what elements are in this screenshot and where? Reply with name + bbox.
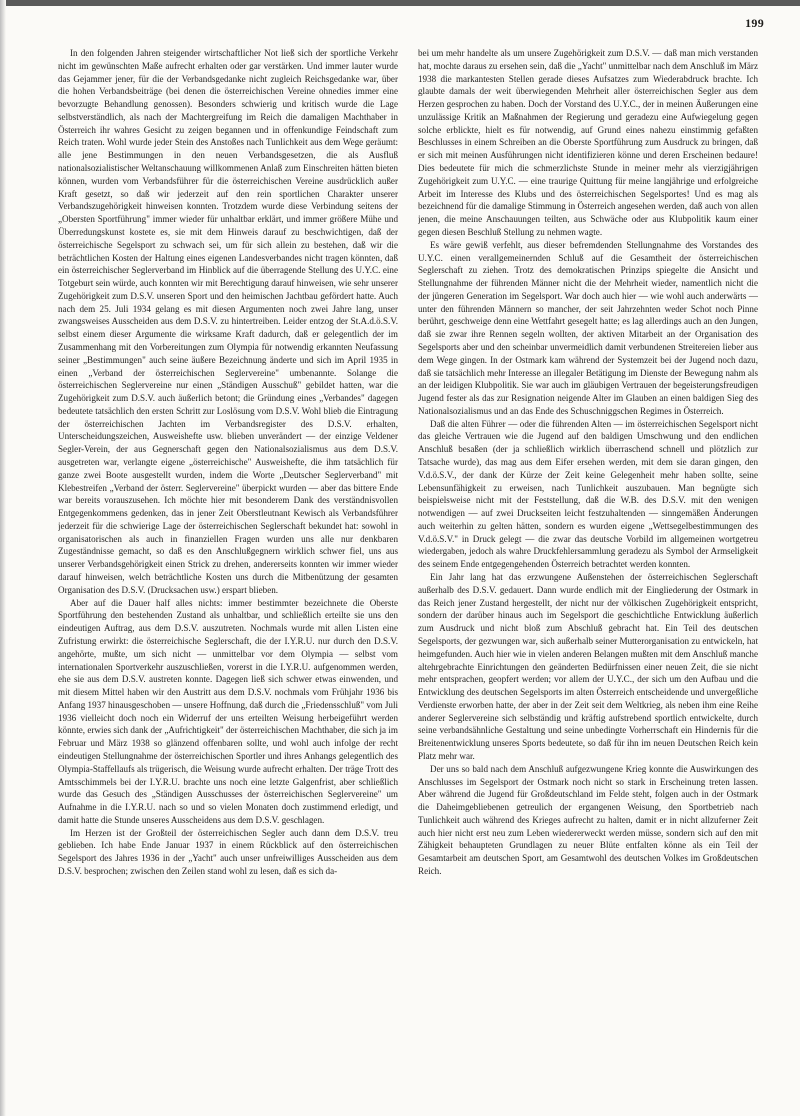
paragraph: Im Herzen ist der Großteil der österreichischen Segler auch dann dem D.S.V. treu geblieben. Ich habe Ende Januar 1937 in einem Rückblick auf den österreichischen Segelsport des Jahres 1936 in der „Yacht" auch unser unfreiwilliges Ausscheiden aus dem D.S.V. besprochen; zwischen den Zeilen stand wohl zu lesen, daß es sich da- (58, 827, 398, 876)
scan-top-shadow (0, 0, 800, 6)
text-columns (58, 47, 758, 1097)
left-column (58, 47, 398, 1097)
paragraph: Aber auf die Dauer half alles nichts: immer bestimmter bezeichnete die Oberste Sportführung den bestehenden Zustand als unhaltbar, und schließlich erteilte sie uns den eindeutigen Auftrag, aus dem D.S.V. auszutreten. Nochmals wurde mit allen Listen eine Zufristung erwirkt: die österreichische Seglerschaft, die der I.Y.R.U. nur durch den D.S.V. angehörte, mußte, um sich nicht — unmittelbar vor dem Olympia — selbst vom internationalen Sportverkehr auszuschließen, vorerst in die I.Y.R.U. aufgenommen werden, ehe sie aus dem D.S.V. austreten konnte. Dagegen ließ sich schwer etwas einwenden, und mit diesem Mittel haben wir den Austritt aus dem D.S.V. nochmals vom Frühjahr 1936 bis Anfang 1937 hinausgeschoben — unsere Hoffnung, daß durch die „Friedensschluß" vom Juli 1936 vielleicht doch noch ein Widerruf der uns erteilten Weisung herbeigeführt werden könnte, erwies sich dank der „Aufrichtigkeit" der österreichischen Machthaber, die sich ja im Februar und März 1938 so glänzend offenbaren sollte, und wohl auch infolge der recht eindeutigen Stellungnahme der österreichischen Sportler und ihres Anhangs gelegentlich des Olympia-Staffellaufs als trügerisch, die Weisung wurde aufrecht erhalten. Der träge Trott des Amtsschimmels bei der I.Y.R.U. brachte uns noch eine letzte Galgenfrist, aber schließlich wurde das Gesuch des „Ständigen Ausschusses der österreichischen Seglervereine" um Aufnahme in die I.Y.R.U. nach so und so vielen Monaten doch zustimmend erledigt, und damit hatte die Stunde unseres Ausscheidens aus dem D.S.V. geschlagen. (58, 597, 398, 825)
right-column (418, 47, 758, 1097)
paragraph: Der uns so bald nach dem Anschluß aufgezwungene Krieg konnte die Auswirkungen des Anschlusses im Segelsport der Ostmark noch nicht so stark in Erscheinung treten lassen. Aber während die Jugend für Großdeutschland im Felde steht, folgen auch in der Ostmark die Daheimgebliebenen getreulich der ergangenen Weisung, den Sportbetrieb nach Tunlichkeit auch während des Krieges aufrecht zu halten, damit er in nicht allzuferner Zeit auch hier nicht erst neu zum Leben wiedererweckt werden müsse, sondern sich auf den mit Zähigkeit behaupteten Grundlagen zu neuer Blüte entfalten könne als ein Teil der Gesamtarbeit am deutschen Sport, am Gesamtwohl des deutschen Volkes im Großdeutschen Reich. (418, 763, 758, 876)
scan-left-edge (0, 0, 6, 1116)
paragraph: Daß die alten Führer — oder die führenden Alten — im österreichischen Segelsport nicht das gleiche Vertrauen wie die Jugend auf den baldigen Umschwung und den endlichen Anschluß besaßen (der ja schließlich wirklich überraschend schnell und plötzlich zur Tatsache wurde), das mag aus dem Eifer ersehen werden, mit dem sie daran gingen, den V.d.ö.S.V., der dank der Kürze der Zeit keine Gelegenheit mehr haben sollte, seine Lebensunfähigkeit zu erweisen, nach Tunlichkeit auszubauen. Man begnügte sich beispielsweise nicht mit der Feststellung, daß die W.B. des D.S.V. mit den wenigen notwendigen — auf zwei Druckseiten leicht festzuhaltenden — sinngemäßen Änderungen auch weiterhin zu gelten hätten, sondern es wurden eigene „Wettsegelbestimmungen des V.d.ö.S.V." in Druck gelegt — die zwar das deutsche Vorbild im allgemeinen wortgetreu wiedergaben, jedoch als wahre Druckfehlersammlung geradezu als Symbol der Armseligkeit des seinem Ende entgegengehenden Österreich betrachtet werden konnten. (418, 418, 758, 570)
paragraph: In den folgenden Jahren steigender wirtschaftlicher Not ließ sich der sportliche Verkehr nicht im gewünschten Maße aufrecht erhalten oder gar verstärken. Und immer lauter wurde das Gejammer jener, für die der Verbandsgedanke nicht zugleich Reichsgedanke war, über die hohen Verbandsbeiträge (bei denen die österreichischen Vereine ohnedies immer eine bevorzugte Behandlung genossen). Besonders schwierig und kritisch wurde die Lage selbstverständlich, als nach der Machtergreifung im Reich die damaligen Machthaber in Österreich ihr wahres Gesicht zu zeigen begannen und in offenkundige Feindschaft zum Reich traten. Wohl wurde jeder Stein des Anstoßes nach Tunlichkeit aus dem Wege geräumt: alle jene Bestimmungen in den neuen Verbandsgesetzen, die als Ausfluß nationalsozialistischer Weltanschauung willkommenen Anlaß zum Einschreiten hätten bieten können, wurden vom Verbandsführer für die österreichischen Vereine ausdrücklich außer Kraft gesetzt, so daß wir jederzeit auf den rein sportlichen Charakter unserer Verbandszugehörigkeit hinweisen konnten. Trotzdem wurde diese Verbindung seitens der „Obersten Sportführung" immer wieder für unhaltbar erklärt, und immer größere Mühe und Überredungskunst kostete es, sie mit dem Hinweis darauf zu beschwichtigen, daß der österreichische Segelsport zu schwach sei, um für sich allein zu bestehen, daß wir die beträchtlichen Kosten der Haltung eines eigenen Landesverbandes nicht tragen könnten, daß ein österreichischer Seglerverband im Hinblick auf die überragende Stellung des U.Y.C. eine Totgeburt sein würde, auch konnten wir mit Berechtigung darauf hinweisen, wie sehr unserer Zugehörigkeit zum D.S.V. unseren Sport und den heimischen Jachtbau gefördert hatte. Auch nach dem 25. Juli 1934 gelang es mit diesen Argumenten noch zwei Jahre lang, unser zwangsweises Ausscheiden aus dem D.S.V. zu hintertreiben. Leider entzog der St.A.d.ö.S.V. selbst einem dieser Argumente die wirksame Kraft dadurch, daß er gelegentlich der im Zusammenhang mit den Vorbereitungen zum Olympia für notwendig erkannten Neufassung seiner „Bestimmungen" auch seine äußere Bezeichnung änderte und sich im April 1935 in einen „Verband der österreichischen Seglervereine" umbenannte. Solange die österreichischen Seglervereine nur einen „Ständigen Ausschuß" gebildet hatten, war die Zugehörigkeit zum D.S.V. auch äußerlich betont; die Gründung eines „Verbandes" dagegen bedeutete tatsächlich den ersten Schritt zur Loslösung vom D.S.V. Wohl blieb die Eintragung der österreichischen Jachten im Verbandsregister des D.S.V. erhalten, Unterscheidungszeichen, Ausweishefte usw. blieben unverändert — der einzige Veldener Segler-Verein, der aus Gegnerschaft gegen den Nationalsozialismus aus dem D.S.V. ausgetreten war, verlangte eigene „österreichische" Ausweishefte, die ihm tatsächlich für ganze zwei Boote ausgestellt wurden, indem die Worte „Deutscher Seglerverband" mit Klebestreifen „Verband der österr. Seglervereine" überpickt wurden — aber das bittere Ende war bereits vorauszusehen. Ich möchte hier mit besonderem Dank des verständnisvollen Entgegenkommens gedenken, das in jener Zeit Oberstleutnant Kewisch als Verbandsführer jederzeit für die schwierige Lage der österreichischen Seglerschaft bekundet hat: sowohl in organisatorischen als auch in finanziellen Fragen wurden uns alle nur denkbaren Zugeständnisse gemacht, so daß es den Anschlußgegnern wirklich schwer fiel, uns aus unserer Verbandsgehörigkeit einen Strick zu drehen, andererseits konnten wir immer wieder darauf hinweisen, welch beträchtliche Kosten uns durch die Mitbenützung der gesamten Organisation des D.S.V. (Drucksachen usw.) erspart blieben. (58, 48, 398, 595)
paragraph: bei um mehr handelte als um unsere Zugehörigkeit zum D.S.V. — daß man mich verstanden hat, mochte daraus zu ersehen sein, daß die „Yacht" unmittelbar nach dem Anschluß im März 1938 die markantesten Stellen gerade dieses Aufsatzes zum Wiederabdruck brachte. Ich glaubte damals der weit überwiegenden Mehrheit aller österreichischen Segler aus dem Herzen gesprochen zu haben. Doch der Vorstand des U.Y.C., der in meinen Äußerungen eine unzulässige Kritik an Maßnahmen der Regierung und geradezu eine Aufwiegelung gegen solche erblickte, hielt es für notwendig, auf Grund eines nahezu einstimmig gefaßten Beschlusses in einem Schreiben an die Oberste Sportführung zum Ausdruck zu bringen, daß er sich mit meinen Ausführungen nicht identifizieren könne und deren Erscheinen bedaure! Dies bedeutete für mich die schmerzlichste Stunde in meiner mehr als vierzigjährigen Zugehörigkeit zum U.Y.C. — eine traurige Quittung für meine langjährige und erfolgreiche Arbeit im Interesse des Klubs und des österreichischen Segelsportes! Und es mag als bezeichnend für die damalige Stimmung in Österreich angesehen werden, daß auch von allen jenen, die meine Anschauungen teilten, aus Schwäche oder aus Klubpolitik kaum einer gegen diesen Beschluß Stellung zu nehmen wagte. (418, 48, 758, 237)
paragraph: Ein Jahr lang hat das erzwungene Außenstehen der österreichischen Seglerschaft außerhalb des D.S.V. gedauert. Dann wurde endlich mit der Eingliederung der Ostmark in das Reich jener Zustand hergestellt, der nicht nur der völkischen Zugehörigkeit entspricht, sondern der darüber hinaus auch im Segelsport die geschichtliche Entwicklung äußerlich zum Ausdruck und nicht bloß zum Abschluß gebracht hat. Ein Teil des deutschen Segelsports, der gezwungen war, sich außerhalb seiner Mutterorganisation zu entwickeln, hat heimgefunden. Auch hier wie in vielen anderen Belangen mußten mit dem Anschluß manche altehrgebrachte Einrichtungen den geänderten Bedürfnissen einer neuen Zeit, die sie nicht mehr entsprachen, geopfert werden; vor allem der U.Y.C., der sich um den Aufbau und die Entwicklung des deutschen Segelsports im alten Österreich entscheidende und unvergeßliche Verdienste erworben hatte, der aber in der Zeit seit dem Weltkrieg, als neben ihm eine Reihe anderer Seglervereine sich selbständig und kräftig aufstrebend sportlich entwickelte, durch seine verbandsähnliche Gestaltung und seine unbedingte Vorherrschaft ein Hindernis für die Breitenentwicklung unseres Sports bedeutete, so daß für ihn im neuen Deutschen Reich kein Platz mehr war. (418, 572, 758, 761)
paragraph: Es wäre gewiß verfehlt, aus dieser befremdenden Stellungnahme des Vorstandes des U.Y.C. einen verallgemeinernden Schluß auf die Gesamtheit der österreichischen Seglerschaft zu ziehen. Trotz des demokratischen Prinzips spiegelte die Ansicht und Stellungnahme der führenden Männer nicht die der Mehrheit wieder, namentlich nicht die der jüngeren Generation im Segelsport. War doch auch hier — wie wohl auch anderwärts — unter den führenden Männern so mancher, der seit Jahrzehnten weder Schot noch Pinne berührt, geschweige denn eine Wettfahrt gesegelt hatte; es lag allerdings auch an den Jungen, daß sie zwar ihre Rennen segeln wollten, der aktiven Mitarbeit an der Organisation des Segelsports aber und den scheinbar unvermeidlich damit verbundenen Streitereien lieber aus dem Wege gingen. In der Ostmark kam während der Systemzeit bei der Jugend noch dazu, daß sie tatsächlich mehr Interesse an illegaler Betätigung im Dienste der Bewegung nahm als an der leidigen Klubpolitik. Sie war auch im gläubigen Vertrauen der begeisterungsfreudigen Jugend fester als das zur Resignation neigende Alter im Glauben an einen baldigen Sieg des Nationalsozialismus und an das Ende des Schuschniggschen Regimes in Österreich. (418, 239, 758, 416)
page-number: 199 (745, 16, 764, 30)
